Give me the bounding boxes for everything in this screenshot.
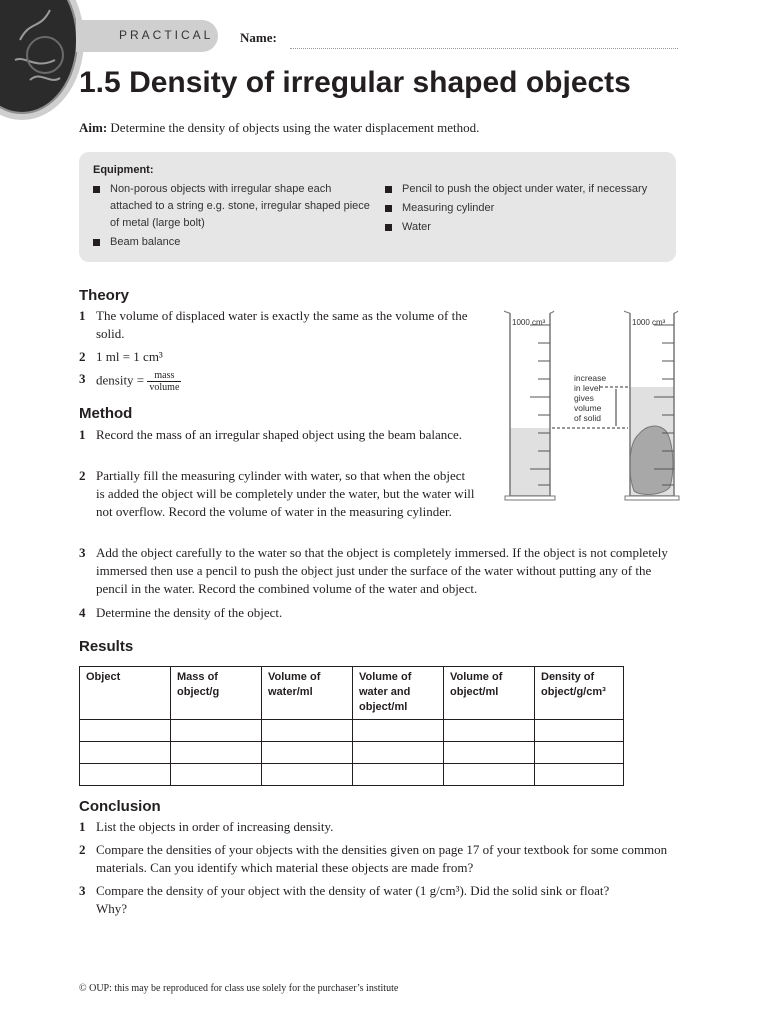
density-fraction [147,370,181,393]
method-item-1 [79,426,469,444]
corner-photo-decoration [0,0,84,120]
fraction-denominator: volume [149,382,180,393]
table-cell[interactable] [535,720,624,742]
table-cell[interactable] [353,764,444,786]
table-cell[interactable] [262,742,353,764]
conclusion-item-3 [79,882,624,918]
list-item: Water [385,219,665,236]
item-text: Compare the density of your object with the density of water (1 g/cm³). Did the solid sink or float? Why? [96,883,610,916]
table-row [80,742,624,764]
column-header: Mass of object/g [171,667,262,720]
table-cell[interactable] [171,742,262,764]
column-header: Volume of object/ml [444,667,535,720]
theory-item-1 [79,307,484,343]
table-row [80,720,624,742]
table-cell[interactable] [444,720,535,742]
cylinder-label-left: 1000 cm³ [512,318,546,327]
column-header: Density of object/g/cm³ [535,667,624,720]
method-item-2 [79,467,477,521]
cylinder-after [624,311,679,500]
table-cell[interactable] [80,764,171,786]
svg-text:gives: gives [574,393,594,403]
item-number: 2 [79,349,86,364]
item-text: Determine the density of the object. [96,605,283,620]
aim [79,120,479,136]
water-before [510,428,550,496]
cylinder-diagram [500,305,690,505]
copyright-footer: © OUP: this may be reproduced for class use solely for the purchaser’s institute [79,983,399,994]
item-number: 3 [79,883,86,898]
level-annotation [574,373,606,423]
method-item-4 [79,604,676,622]
page-title [79,66,631,100]
item-number: 1 [79,427,86,442]
table-cell[interactable] [444,764,535,786]
item-text: Add the object carefully to the water so that the object is completely immersed. If the object is not completely immersed then use a pencil to push the object just under the surface of the water without putting any of the pencil in the water. Record the combined volume of the water and object. [96,545,668,596]
list-item: Pencil to push the object under water, if necessary [385,181,665,198]
equipment-title: Equipment: [93,164,154,176]
conclusion-item-1 [79,818,676,836]
theory-item-3 [79,370,484,393]
conclusion-heading: Conclusion [79,798,161,815]
item-number: 3 [79,545,86,560]
item-number: 3 [79,371,86,386]
table-cell[interactable] [80,742,171,764]
table-cell[interactable] [262,720,353,742]
practical-tab [76,20,218,52]
practical-tab-label: PRACTICAL [119,28,214,42]
conclusion-item-2 [79,841,676,877]
theory-item-2 [79,348,484,366]
svg-text:increase: increase [574,373,607,383]
item-number: 2 [79,468,86,483]
item-text: The volume of displaced water is exactly the same as the volume of the solid. [96,308,468,341]
table-row [80,764,624,786]
table-header-row [80,667,624,720]
svg-text:of solid: of solid [574,413,601,423]
theory-heading: Theory [79,287,130,304]
method-item-3 [79,544,676,598]
item-number: 2 [79,842,86,857]
corner-image-icon [0,0,72,108]
item-text: List the objects in order of increasing density. [96,819,334,834]
results-heading: Results [79,638,134,655]
item-number: 1 [79,308,86,323]
aim-text: Determine the density of objects using the water displacement method. [110,120,480,135]
table-cell[interactable] [353,720,444,742]
table-cell[interactable] [171,764,262,786]
svg-text:in level: in level [574,383,601,393]
equipment-box [79,152,676,262]
name-field-line[interactable] [290,48,678,49]
table-cell[interactable] [171,720,262,742]
fraction-numerator: mass [147,370,181,382]
svg-text:volume: volume [574,403,602,413]
item-number: 4 [79,605,86,620]
table-cell[interactable] [80,720,171,742]
table-cell[interactable] [353,742,444,764]
equipment-list-left [93,181,373,253]
item-number: 1 [79,819,86,834]
column-header: Volume of water and object/ml [353,667,444,720]
column-header: Object [80,667,171,720]
irregular-object [630,426,673,494]
density-formula [96,370,484,393]
item-text: Compare the densities of your objects with the densities given on page 17 of your textbook for some common materials. Can you identify which material these objects are made from? [96,842,668,875]
list-item: Measuring cylinder [385,200,665,217]
title-text: Density of irregular shaped objects [129,66,631,99]
results-table [79,666,624,786]
cylinder-before [504,311,555,500]
table-cell[interactable] [535,742,624,764]
item-text: 1 ml = 1 cm³ [96,349,163,364]
equipment-list-right [385,181,665,238]
item-text: Record the mass of an irregular shaped object using the beam balance. [96,427,463,442]
column-header: Volume of water/ml [262,667,353,720]
cylinder-label-right: 1000 cm³ [632,318,666,327]
list-item: Non-porous objects with irregular shape each attached to a string e.g. stone, irregular shaped piece of metal (large bolt) [93,181,373,232]
name-label: Name: [240,30,277,45]
density-label: density = [96,372,145,388]
aim-label: Aim: [79,120,108,135]
table-cell[interactable] [535,764,624,786]
item-text: Partially fill the measuring cylinder with water, so that when the object is added the object will be completely under the water, but the water will not overflow. Record the volume of water in the measuring cylinder. [96,468,475,519]
method-heading: Method [79,405,133,422]
table-cell[interactable] [444,742,535,764]
title-number: 1.5 [79,66,121,99]
list-item: Beam balance [93,234,373,251]
table-cell[interactable] [262,764,353,786]
